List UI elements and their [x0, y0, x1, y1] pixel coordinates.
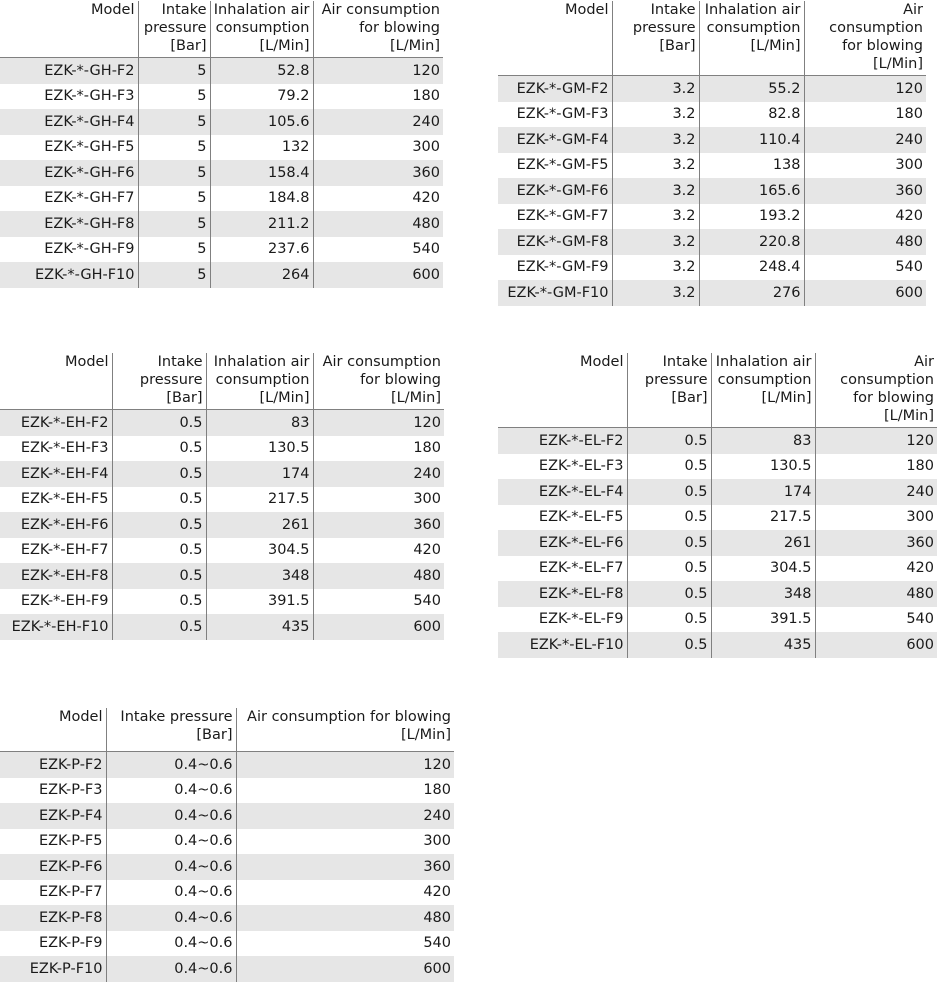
air-blowing-cell: 480	[313, 211, 443, 237]
header-intake-pressure: Intake pressure [Bar]	[138, 1, 210, 58]
air-blowing-cell: 600	[236, 956, 454, 982]
header-model: Model	[0, 353, 112, 410]
inhalation-air-cell: 435	[206, 614, 313, 640]
model-cell: EZK-*-GH-F8	[0, 211, 138, 237]
table-row	[0, 752, 454, 778]
air-blowing-cell: 120	[313, 58, 443, 84]
spec-table-el	[498, 353, 937, 658]
header-inhalation-air: Inhalation air consumption [L/Min]	[206, 353, 313, 410]
table-row	[498, 607, 937, 633]
air-blowing-cell: 600	[313, 262, 443, 288]
table-row	[0, 778, 454, 804]
air-blowing-cell: 420	[313, 538, 444, 564]
inhalation-air-cell: 132	[210, 135, 313, 161]
model-cell: EZK-*-GM-F3	[516, 106, 609, 123]
table-row	[0, 109, 443, 135]
air-blowing-cell: 300	[804, 153, 926, 179]
model-cell: EZK-*-EH-F3	[20, 440, 109, 457]
intake-pressure-cell: 0.5	[112, 563, 206, 589]
inhalation-air-cell: 130.5	[206, 436, 313, 462]
table-row	[0, 436, 444, 462]
intake-pressure-cell: 3.2	[612, 280, 699, 306]
intake-pressure-cell: 5	[138, 109, 210, 135]
header-intake-pressure: Intake pressure [Bar]	[112, 353, 206, 410]
intake-pressure-cell: 0.4~0.6	[106, 829, 236, 855]
air-blowing-cell: 120	[815, 428, 937, 454]
intake-pressure-cell: 5	[138, 160, 210, 186]
table-row	[0, 880, 454, 906]
model-cell: EZK-*-EH-F6	[0, 512, 112, 538]
intake-pressure-cell: 5	[138, 58, 210, 84]
air-blowing-cell: 360	[313, 512, 444, 538]
inhalation-air-cell: 130.5	[711, 454, 815, 480]
inhalation-air-cell: 83	[711, 428, 815, 454]
inhalation-air-cell: 52.8	[210, 58, 313, 84]
table-row	[0, 58, 443, 84]
table-row	[498, 76, 926, 102]
table-row	[0, 211, 443, 237]
intake-pressure-cell: 0.5	[627, 581, 711, 607]
header-air-blowing: Air consumption for blowing [L/Min]	[815, 353, 937, 428]
air-blowing-cell: 300	[815, 505, 937, 531]
intake-pressure-cell: 3.2	[612, 178, 699, 204]
model-cell: EZK-*-EL-F10	[498, 632, 627, 658]
intake-pressure-cell: 3.2	[612, 153, 699, 179]
model-cell: EZK-P-F3	[38, 782, 103, 799]
intake-pressure-cell: 0.5	[112, 436, 206, 462]
table-row	[0, 829, 454, 855]
inhalation-air-cell: 391.5	[206, 589, 313, 615]
model-cell: EZK-*-EL-F5	[538, 509, 624, 526]
intake-pressure-cell: 5	[138, 135, 210, 161]
table-row	[0, 931, 454, 957]
inhalation-air-cell: 348	[711, 581, 815, 607]
intake-pressure-cell: 0.4~0.6	[106, 905, 236, 931]
model-cell: EZK-*-GM-F5	[516, 157, 609, 174]
model-cell: EZK-*-GH-F4	[0, 109, 138, 135]
inhalation-air-cell: 79.2	[210, 84, 313, 110]
inhalation-air-cell: 55.2	[699, 76, 804, 102]
intake-pressure-cell: 0.4~0.6	[106, 880, 236, 906]
spec-table-gm	[498, 1, 926, 306]
model-cell: EZK-*-GH-F3	[44, 88, 135, 105]
table-row	[498, 479, 937, 505]
air-blowing-cell: 420	[313, 186, 443, 212]
table-row	[0, 512, 444, 538]
intake-pressure-cell: 0.4~0.6	[106, 803, 236, 829]
model-cell: EZK-*-GH-F2	[0, 58, 138, 84]
intake-pressure-cell: 3.2	[612, 102, 699, 128]
table-row	[498, 127, 926, 153]
table-row	[498, 255, 926, 281]
model-cell: EZK-P-F7	[38, 884, 103, 901]
model-cell: EZK-P-F9	[38, 935, 103, 952]
table-row	[0, 803, 454, 829]
air-blowing-cell: 120	[313, 410, 444, 436]
air-blowing-cell: 540	[236, 931, 454, 957]
header-intake-pressure: Intake pressure [Bar]	[106, 708, 236, 752]
model-cell: EZK-P-F5	[38, 833, 103, 850]
air-blowing-cell: 300	[313, 135, 443, 161]
table-row	[0, 538, 444, 564]
intake-pressure-cell: 0.5	[112, 410, 206, 436]
air-blowing-cell: 480	[236, 905, 454, 931]
intake-pressure-cell: 5	[138, 237, 210, 263]
intake-pressure-cell: 5	[138, 262, 210, 288]
table-row	[0, 487, 444, 513]
table-row	[498, 178, 926, 204]
header-model: Model	[498, 1, 612, 76]
intake-pressure-cell: 0.4~0.6	[106, 778, 236, 804]
model-cell: EZK-*-GH-F10	[0, 262, 138, 288]
header-model: Model	[0, 708, 106, 752]
model-cell: EZK-P-F10	[0, 956, 106, 982]
air-blowing-cell: 180	[804, 102, 926, 128]
intake-pressure-cell: 5	[138, 211, 210, 237]
model-cell: EZK-*-GH-F7	[44, 190, 135, 207]
air-blowing-cell: 600	[804, 280, 926, 306]
inhalation-air-cell: 138	[699, 153, 804, 179]
header-model: Model	[498, 353, 627, 428]
inhalation-air-cell: 220.8	[699, 229, 804, 255]
inhalation-air-cell: 348	[206, 563, 313, 589]
intake-pressure-cell: 0.5	[627, 607, 711, 633]
header-model: Model	[0, 1, 138, 58]
air-blowing-cell: 120	[236, 752, 454, 778]
table-row	[0, 956, 454, 982]
inhalation-air-cell: 174	[206, 461, 313, 487]
model-cell: EZK-*-GM-F9	[516, 259, 609, 276]
table-row	[0, 854, 454, 880]
intake-pressure-cell: 3.2	[612, 204, 699, 230]
air-blowing-cell: 540	[804, 255, 926, 281]
inhalation-air-cell: 217.5	[711, 505, 815, 531]
air-blowing-cell: 540	[313, 237, 443, 263]
model-cell: EZK-*-EH-F8	[0, 563, 112, 589]
intake-pressure-cell: 5	[138, 186, 210, 212]
air-blowing-cell: 240	[236, 803, 454, 829]
intake-pressure-cell: 0.5	[627, 632, 711, 658]
table-row	[498, 153, 926, 179]
model-cell: EZK-*-EL-F7	[538, 560, 624, 577]
inhalation-air-cell: 211.2	[210, 211, 313, 237]
header-air-blowing: Air consumption for blowing [L/Min]	[313, 1, 443, 58]
inhalation-air-cell: 304.5	[711, 556, 815, 582]
inhalation-air-cell: 261	[206, 512, 313, 538]
header-intake-pressure: Intake pressure [Bar]	[612, 1, 699, 76]
model-cell: EZK-*-EL-F4	[498, 479, 627, 505]
intake-pressure-cell: 0.5	[112, 461, 206, 487]
inhalation-air-cell: 217.5	[206, 487, 313, 513]
air-blowing-cell: 240	[804, 127, 926, 153]
model-cell: EZK-*-GM-F4	[498, 127, 612, 153]
intake-pressure-cell: 0.5	[627, 505, 711, 531]
header-air-blowing: Air consumption for blowing [L/Min]	[236, 708, 454, 752]
intake-pressure-cell: 0.5	[627, 530, 711, 556]
header-inhalation-air: Inhalation air consumption [L/Min]	[711, 353, 815, 428]
intake-pressure-cell: 0.5	[112, 538, 206, 564]
model-cell: EZK-*-EH-F4	[0, 461, 112, 487]
model-cell: EZK-*-EL-F6	[498, 530, 627, 556]
model-cell: EZK-P-F8	[0, 905, 106, 931]
air-blowing-cell: 480	[815, 581, 937, 607]
model-cell: EZK-*-EL-F8	[498, 581, 627, 607]
air-blowing-cell: 420	[236, 880, 454, 906]
header-air-blowing: Air consumption for blowing [L/Min]	[804, 1, 926, 76]
inhalation-air-cell: 264	[210, 262, 313, 288]
air-blowing-cell: 360	[815, 530, 937, 556]
intake-pressure-cell: 0.5	[627, 479, 711, 505]
air-blowing-cell: 420	[804, 204, 926, 230]
table-row	[498, 505, 937, 531]
intake-pressure-cell: 0.5	[627, 556, 711, 582]
model-cell: EZK-P-F6	[0, 854, 106, 880]
intake-pressure-cell: 5	[138, 84, 210, 110]
air-blowing-cell: 540	[815, 607, 937, 633]
model-cell: EZK-*-GH-F6	[0, 160, 138, 186]
intake-pressure-cell: 0.5	[627, 428, 711, 454]
table-row	[0, 589, 444, 615]
air-blowing-cell: 600	[815, 632, 937, 658]
table-row	[0, 905, 454, 931]
table-row	[0, 461, 444, 487]
table-row	[498, 556, 937, 582]
table-row	[0, 135, 443, 161]
inhalation-air-cell: 261	[711, 530, 815, 556]
table-row	[498, 428, 937, 454]
air-blowing-cell: 180	[313, 436, 444, 462]
model-cell: EZK-P-F4	[0, 803, 106, 829]
table-row	[498, 229, 926, 255]
inhalation-air-cell: 248.4	[699, 255, 804, 281]
air-blowing-cell: 300	[313, 487, 444, 513]
header-intake-pressure: Intake pressure [Bar]	[627, 353, 711, 428]
model-cell: EZK-*-EL-F9	[538, 611, 624, 628]
inhalation-air-cell: 391.5	[711, 607, 815, 633]
model-cell: EZK-P-F2	[0, 752, 106, 778]
inhalation-air-cell: 435	[711, 632, 815, 658]
model-cell: EZK-*-GM-F6	[498, 178, 612, 204]
table-row	[498, 530, 937, 556]
air-blowing-cell: 420	[815, 556, 937, 582]
inhalation-air-cell: 83	[206, 410, 313, 436]
air-blowing-cell: 540	[313, 589, 444, 615]
air-blowing-cell: 360	[236, 854, 454, 880]
inhalation-air-cell: 105.6	[210, 109, 313, 135]
inhalation-air-cell: 174	[711, 479, 815, 505]
model-cell: EZK-*-EH-F7	[20, 542, 109, 559]
spec-table-eh	[0, 353, 444, 640]
intake-pressure-cell: 0.5	[112, 487, 206, 513]
model-cell: EZK-*-EL-F2	[498, 428, 627, 454]
table-row	[0, 262, 443, 288]
table-row	[0, 563, 444, 589]
air-blowing-cell: 180	[236, 778, 454, 804]
inhalation-air-cell: 304.5	[206, 538, 313, 564]
air-blowing-cell: 240	[815, 479, 937, 505]
table-row	[0, 614, 444, 640]
inhalation-air-cell: 110.4	[699, 127, 804, 153]
spec-table-gh	[0, 1, 443, 288]
intake-pressure-cell: 0.4~0.6	[106, 854, 236, 880]
model-cell: EZK-*-GM-F10	[498, 280, 612, 306]
header-inhalation-air: Inhalation air consumption [L/Min]	[210, 1, 313, 58]
table-row	[0, 186, 443, 212]
intake-pressure-cell: 3.2	[612, 76, 699, 102]
table-row	[498, 280, 926, 306]
table-row	[0, 160, 443, 186]
table-row	[0, 237, 443, 263]
table-row	[498, 632, 937, 658]
table-row	[0, 84, 443, 110]
model-cell: EZK-*-EL-F3	[538, 458, 624, 475]
table-row	[498, 204, 926, 230]
intake-pressure-cell: 3.2	[612, 229, 699, 255]
table-row	[498, 454, 937, 480]
intake-pressure-cell: 0.5	[112, 589, 206, 615]
table-row	[0, 410, 444, 436]
air-blowing-cell: 120	[804, 76, 926, 102]
intake-pressure-cell: 0.4~0.6	[106, 931, 236, 957]
header-inhalation-air: Inhalation air consumption [L/Min]	[699, 1, 804, 76]
intake-pressure-cell: 0.4~0.6	[106, 956, 236, 982]
air-blowing-cell: 300	[236, 829, 454, 855]
intake-pressure-cell: 3.2	[612, 127, 699, 153]
air-blowing-cell: 360	[313, 160, 443, 186]
model-cell: EZK-*-GM-F7	[516, 208, 609, 225]
model-cell: EZK-*-GM-F8	[498, 229, 612, 255]
table-row	[498, 581, 937, 607]
air-blowing-cell: 480	[313, 563, 444, 589]
model-cell: EZK-*-GH-F9	[44, 241, 135, 258]
model-cell: EZK-*-EH-F2	[0, 410, 112, 436]
inhalation-air-cell: 193.2	[699, 204, 804, 230]
intake-pressure-cell: 0.5	[627, 454, 711, 480]
model-cell: EZK-*-GM-F2	[498, 76, 612, 102]
intake-pressure-cell: 0.5	[112, 512, 206, 538]
model-cell: EZK-*-EH-F10	[0, 614, 112, 640]
air-blowing-cell: 240	[313, 109, 443, 135]
air-blowing-cell: 600	[313, 614, 444, 640]
model-cell: EZK-*-EH-F5	[20, 491, 109, 508]
air-blowing-cell: 180	[313, 84, 443, 110]
table-row	[498, 102, 926, 128]
model-cell: EZK-*-EH-F9	[20, 593, 109, 610]
inhalation-air-cell: 165.6	[699, 178, 804, 204]
air-blowing-cell: 240	[313, 461, 444, 487]
inhalation-air-cell: 158.4	[210, 160, 313, 186]
intake-pressure-cell: 0.5	[112, 614, 206, 640]
inhalation-air-cell: 237.6	[210, 237, 313, 263]
spec-table-p	[0, 708, 454, 982]
inhalation-air-cell: 276	[699, 280, 804, 306]
intake-pressure-cell: 0.4~0.6	[106, 752, 236, 778]
air-blowing-cell: 360	[804, 178, 926, 204]
header-air-blowing: Air consumption for blowing [L/Min]	[313, 353, 444, 410]
air-blowing-cell: 180	[815, 454, 937, 480]
inhalation-air-cell: 184.8	[210, 186, 313, 212]
model-cell: EZK-*-GH-F5	[44, 139, 135, 156]
intake-pressure-cell: 3.2	[612, 255, 699, 281]
inhalation-air-cell: 82.8	[699, 102, 804, 128]
air-blowing-cell: 480	[804, 229, 926, 255]
